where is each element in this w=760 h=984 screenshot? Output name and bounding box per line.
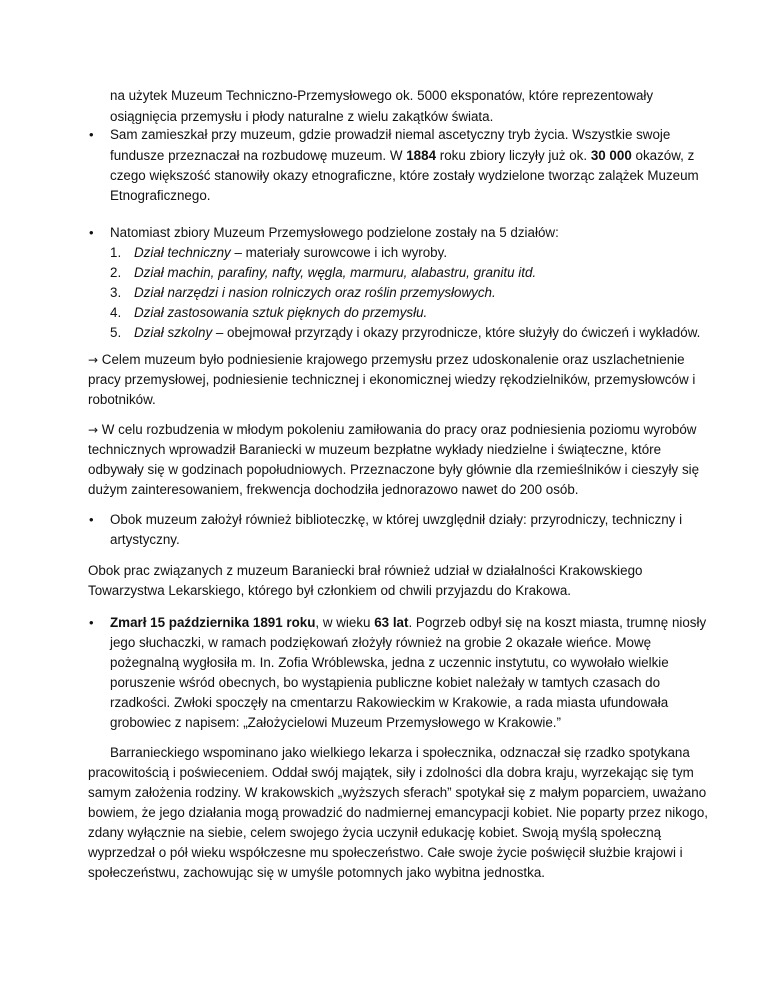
list-item: Dział narzędzi i nasion rolniczych oraz roślin przemysłowych. [134,285,496,300]
list-item: Dział szkolny – obejmował przyrządy i okazy przyrodnicze, które służyły do ćwiczeń i wykładów. [134,325,701,340]
text-line: pożegnalną wygłosiła m. In. Zofia Wróblewska, jedna z uczennic instytutu, co wywołało wielkie [110,655,669,670]
list-number: 4. [110,305,122,320]
text-line: Natomiast zbiory Muzeum Przemysłowego podzielone zostały na 5 działów: [110,225,559,240]
text-line: na użytek Muzeum Techniczno-Przemysłowego ok. 5000 eksponatów, które reprezentowały [110,88,654,103]
text-line: grobowiec z napisem: „Założycielowi Muzeum Przemysłowego w Krakowie.” [110,715,561,730]
text-line: czego większość stanowiły okazy etnograficzne, które zostały wydzielone tworząc zalążek Muzeum [110,168,699,183]
bullet-icon: • [89,225,94,240]
text-line: Towarzystwa Lekarskiego, którego był członkiem od chwili przyjazdu do Krakowa. [88,583,572,598]
count-value: 30 000 [590,148,632,163]
text-line: fundusze przeznaczał na rozbudowę muzeum. W 1884 roku zbiory liczyły już ok. 30 000 okazów, z [110,148,695,163]
text-line: wyprzedzał o pół wieku współczesne mu społeczeństwo. Całe swoje życie poświęcił służbie krajowi i [88,845,683,860]
text-line: dużym zainteresowaniem, frekwencja dochodziła jednorazowo nawet do 200 osób. [88,482,579,497]
arrow-right-icon: → [88,423,99,437]
text-line: odbywały się w godzinach popołudniowych. Przeznaczone były głównie dla rzemieślników i cieszyły się [88,462,700,477]
text-line: jego słuchaczki, w ramach podziękowań złożyły również na grobie 2 okazałe wieńce. Mowę [110,635,652,650]
list-number: 5. [110,325,122,340]
list-number: 2. [110,265,122,280]
text-line: → Celem muzeum było podniesienie krajowego przemysłu przez udoskonalenie oraz uszlachetnienie [88,352,685,367]
text-line: Barranieckiego wspominano jako wielkiego lekarza i społecznika, odznaczał się rzadko spotykana [110,745,690,760]
text-line: Obok muzeum założył również biblioteczkę, w której uwzględnił działy: przyrodniczy, techniczny i [110,512,683,527]
list-item: Dział techniczny – materiały surowcowe i ich wyroby. [134,245,448,260]
text-line: społeczeństwu, zachowując się w umyśle potomnych jako wybitna jednostka. [88,865,545,880]
text-line: rzadkości. Zwłoki spoczęły na cmentarzu Rakowieckim w Krakowie, a rada miasta ufundowała [110,695,669,710]
text-line: Sam zamieszkał przy muzeum, gdzie prowadził niemal ascetyczny tryb życia. Wszystkie swoje [110,127,671,142]
text-line: osiągnięcia przemysłu i płody naturalne z wielu zakątków świata. [110,109,494,124]
list-item: Dział zastosowania sztuk pięknych do przemysłu. [134,305,428,320]
text-line: Etnograficznego. [110,188,211,203]
bullet-icon: • [89,127,94,142]
bullet-icon: • [89,512,94,527]
text-line: poruszenie wśród obecnych, bo wystąpienia publiczne kobiet należały w tamtych czasach do [110,675,661,690]
year-value: 1884 [406,148,437,163]
list-number: 1. [110,245,122,260]
text-line: → W celu rozbudzenia w młodym pokoleniu zamiłowania do pracy oraz podniesienia poziomu wyrobów [88,422,697,437]
bullet-icon: • [89,615,94,630]
age-value: 63 lat [374,615,409,630]
list-number: 3. [110,285,122,300]
text-line: Obok prac związanych z muzeum Baraniecki brał również udział w działalności Krakowskiego [88,563,643,578]
text-line: pracowitością i poświeceniem. Oddał swój majątek, siły i zdolności dla dobra kraju, wyrzekając się tym [88,765,694,780]
text-line: pracy przemysłowej, podniesienie technicznej i ekonomicznej wiedzy rękodzielników, przemysłowców i [88,372,696,387]
text-line: zdany wyłącznie na siebie, celem swojego życia uczynił edukację kobiet. Swoją myślą społeczną [88,825,662,840]
text-line: technicznych wprowadził Baraniecki w muzeum bezpłatne wykłady niedzielne i świąteczne, które [88,442,662,457]
text-line: bowiem, że jego działania mogą prowadzić do nadmiernej emancypacji kobiet. Nie poparty przez nikogo, [88,805,709,820]
text-line: artystyczny. [110,532,180,547]
arrow-right-icon: → [88,353,99,367]
death-date: Zmarł 15 października 1891 roku [110,615,316,630]
list-item: Dział machin, parafiny, nafty, węgla, marmuru, alabastru, granitu itd. [134,265,537,280]
text-line: Zmarł 15 października 1891 roku, w wieku 63 lat. Pogrzeb odbył się na koszt miasta, trumnę niosły [110,615,707,630]
text-line: samym założenia rodziny. W krakowskich „wyższych sferach” spotykał się z małym poparciem, uważano [88,785,707,800]
text-line: robotników. [88,392,156,407]
